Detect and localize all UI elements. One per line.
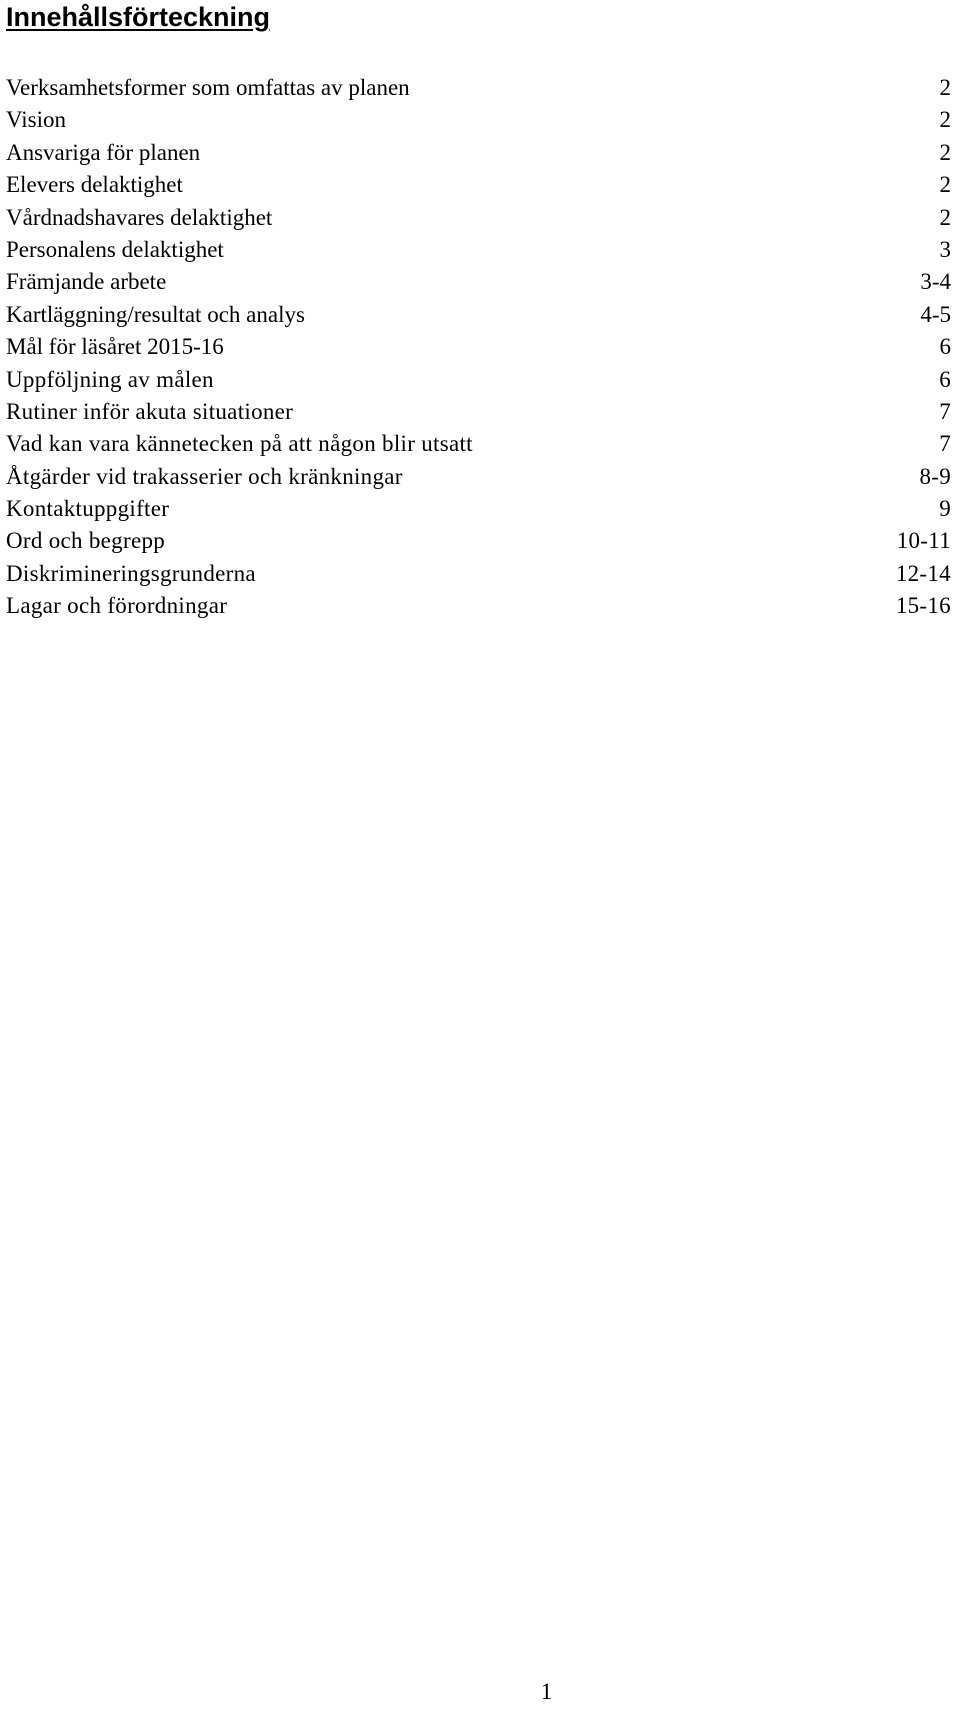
toc-entry bbox=[6, 299, 953, 331]
toc-entry bbox=[6, 169, 953, 201]
toc-entry-page: 10-11 bbox=[896, 528, 951, 554]
toc-entry-label: Kartläggning/resultat och analys bbox=[6, 301, 305, 327]
toc-entry-label: Åtgärder vid trakasserier och kränkningar bbox=[6, 463, 403, 489]
toc-entry bbox=[6, 104, 953, 136]
toc-entry bbox=[6, 396, 953, 428]
toc-entry-label: Verksamhetsformer som omfattas av planen bbox=[6, 75, 410, 100]
toc-entry-page: 7 bbox=[939, 398, 951, 424]
toc-entry-page: 4-5 bbox=[920, 301, 951, 327]
toc-entry bbox=[6, 202, 953, 234]
toc-entry-page: 3-4 bbox=[920, 269, 951, 295]
toc-entry-label: Främjande arbete bbox=[6, 269, 167, 295]
toc-entry-page: 8-9 bbox=[919, 463, 951, 489]
toc-entry-label: Elevers delaktighet bbox=[6, 172, 183, 198]
toc-entry-label: Kontaktuppgifter bbox=[6, 496, 170, 522]
toc-entry bbox=[6, 137, 953, 169]
page-number: 1 bbox=[540, 1679, 553, 1704]
toc-entry-label: Diskrimineringsgrunderna bbox=[6, 560, 256, 586]
toc-entry-page: 9 bbox=[939, 496, 951, 522]
toc-entry-page: 15-16 bbox=[895, 593, 951, 619]
toc-entry bbox=[6, 525, 953, 557]
toc-entry bbox=[6, 493, 953, 525]
toc-entry-label: Lagar och förordningar bbox=[6, 593, 228, 619]
toc-entry-label: Uppföljning av målen bbox=[6, 366, 214, 392]
toc-entry-page: 12-14 bbox=[895, 560, 951, 586]
toc-entry bbox=[6, 590, 953, 622]
toc-entry bbox=[6, 461, 953, 493]
toc-list bbox=[6, 72, 953, 623]
toc-entry-label: Vårdnadshavares delaktighet bbox=[6, 204, 273, 230]
toc-entry-page: 2 bbox=[939, 107, 951, 133]
toc-entry bbox=[6, 558, 953, 590]
toc-entry bbox=[6, 72, 953, 104]
toc-entry-page: 2 bbox=[939, 204, 951, 230]
toc-title: Innehållsförteckning bbox=[6, 2, 271, 32]
toc-entry bbox=[6, 364, 953, 396]
toc-entry-label: Personalens delaktighet bbox=[6, 236, 224, 262]
toc-entry bbox=[6, 266, 953, 298]
toc-entry-label: Vision bbox=[6, 107, 66, 133]
toc-entry-page: 2 bbox=[939, 75, 951, 100]
toc-entry-label: Ansvariga för planen bbox=[6, 139, 201, 165]
toc-entry-page: 6 bbox=[939, 366, 951, 392]
toc-entry-label: Mål för läsåret 2015-16 bbox=[6, 334, 224, 360]
toc-entry-page: 6 bbox=[939, 334, 951, 360]
toc-entry-label: Rutiner inför akuta situationer bbox=[6, 398, 294, 424]
toc-entry-page: 3 bbox=[939, 236, 951, 262]
toc-entry-label: Vad kan vara kännetecken på att någon blir utsatt bbox=[6, 431, 473, 457]
toc-entry bbox=[6, 331, 953, 363]
toc-entry-page: 2 bbox=[939, 139, 951, 165]
toc-entry bbox=[6, 428, 953, 460]
toc-entry-page: 2 bbox=[939, 172, 951, 198]
toc-entry bbox=[6, 234, 953, 266]
toc-entry-page: 7 bbox=[939, 431, 951, 457]
toc-entry-label: Ord och begrepp bbox=[6, 528, 166, 554]
